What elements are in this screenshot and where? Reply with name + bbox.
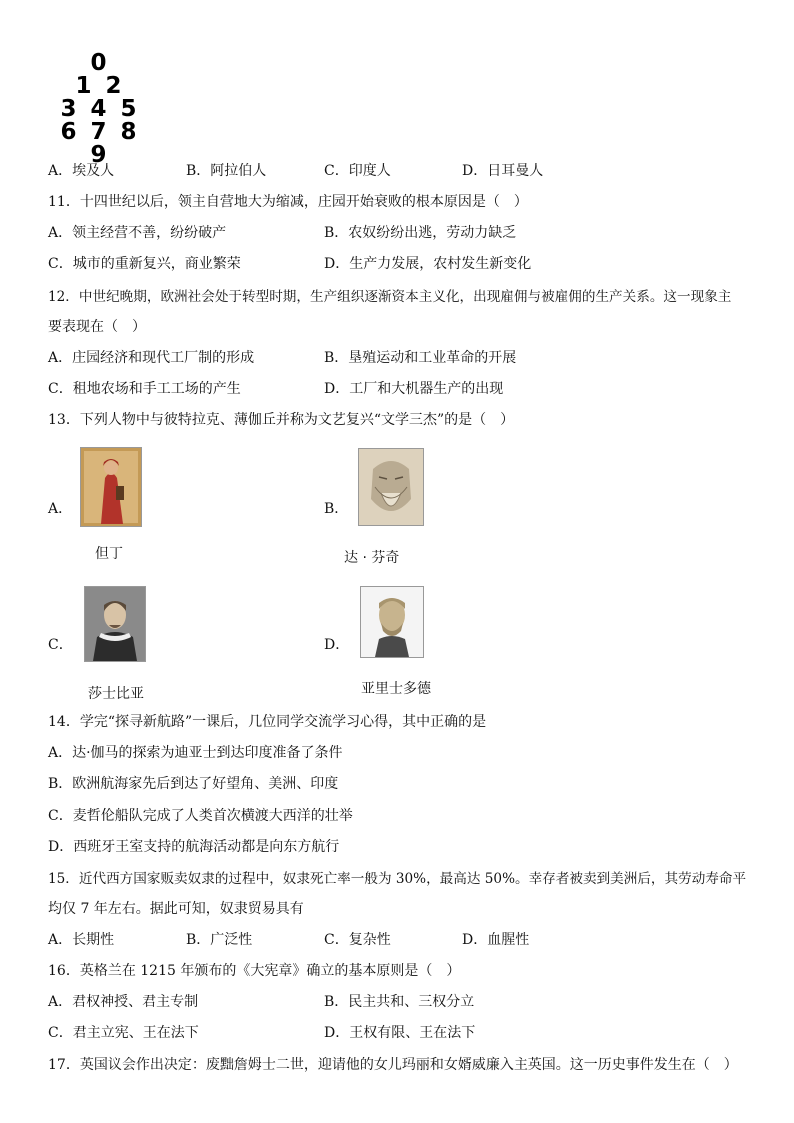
- q12-option-b: B．垦殖运动和工业革命的开展: [324, 350, 517, 366]
- q10-option-b: B．阿拉伯人: [186, 163, 267, 179]
- q10-option-c: C．印度人: [324, 163, 391, 179]
- q15-stem-line1: 15．近代西方国家贩卖奴隶的过程中，奴隶死亡率一般为 30%，最高达 50%。幸存者被卖到美洲后，其劳动寿命平: [48, 871, 747, 887]
- q11-option-d: D．生产力发展，农村发生新变化: [324, 256, 532, 272]
- q12-stem-line2: 要表现在（ ）: [48, 319, 146, 335]
- q16-option-c: C．君主立宪、王在法下: [48, 1025, 199, 1041]
- q13-option-a-letter: A．: [48, 501, 73, 517]
- q13-caption-a: 但丁: [95, 546, 123, 562]
- q12-option-d: D．工厂和大机器生产的出现: [324, 381, 504, 397]
- q14-stem: 14．学完“探寻新航路”一课后，几位同学交流学习心得，其中正确的是: [48, 714, 487, 730]
- q11-option-b: B．农奴纷纷出逃，劳动力缺乏: [324, 225, 517, 241]
- q10-option-d: D．日耳曼人: [462, 163, 544, 179]
- q16-stem: 16．英格兰在 1215 年颁布的《大宪章》确立的基本原则是（ ）: [48, 963, 461, 979]
- q13-caption-c: 莎士比亚: [88, 686, 144, 702]
- q12-option-a: A．庄园经济和现代工厂制的形成: [48, 350, 255, 366]
- q14-option-a: A．达·伽马的探索为迪亚士到达印度准备了条件: [48, 745, 343, 761]
- q14-option-d: D．西班牙王室支持的航海活动都是向东方航行: [48, 839, 340, 855]
- q13-option-d-letter: D．: [324, 637, 350, 653]
- q14-option-b: B．欧洲航海家先后到达了好望角、美洲、印度: [48, 776, 339, 792]
- q15-option-c: C．复杂性: [324, 932, 391, 948]
- q16-option-a: A．君权神授、君主专制: [48, 994, 199, 1010]
- da-vinci-portrait-image: [358, 448, 424, 526]
- q11-option-c: C．城市的重新复兴，商业繁荣: [48, 256, 241, 272]
- digit-row: 0: [90, 50, 110, 76]
- digit-row: 3 4 5: [60, 96, 140, 122]
- q12-option-c: C．租地农场和手工工场的产生: [48, 381, 241, 397]
- q15-stem-line2: 均仅 7 年左右。据此可知，奴隶贸易具有: [48, 901, 304, 917]
- q14-option-c: C．麦哲伦船队完成了人类首次横渡大西洋的壮举: [48, 808, 353, 824]
- shakespeare-portrait-image: [84, 586, 146, 662]
- aristotle-bust-image: [360, 586, 424, 658]
- q11-stem: 11．十四世纪以后，领主自营地大为缩减，庄园开始衰败的根本原因是（ ）: [48, 194, 528, 210]
- q13-caption-d: 亚里士多德: [361, 681, 431, 697]
- digit-pyramid-figure: [48, 52, 152, 167]
- q13-option-c-letter: C．: [48, 637, 73, 653]
- digit-row: 6 7 8 9: [60, 119, 140, 168]
- digit-row: 1 2: [75, 73, 125, 99]
- dante-portrait-image: [80, 447, 142, 527]
- q15-option-b: B．广泛性: [186, 932, 253, 948]
- q13-option-b-letter: B．: [324, 501, 349, 517]
- q15-option-a: A．长期性: [48, 932, 115, 948]
- q13-stem: 13．下列人物中与彼特拉克、薄伽丘并称为文艺复兴“文学三杰”的是（ ）: [48, 412, 515, 428]
- q11-option-a: A．领主经营不善，纷纷破产: [48, 225, 227, 241]
- q12-stem-line1: 12．中世纪晚期，欧洲社会处于转型时期，生产组织逐渐资本主义化，出现雇佣与被雇佣的生产关系。这一现象主: [48, 289, 732, 305]
- q10-option-a: A．埃及人: [48, 163, 115, 179]
- q15-option-d: D．血腥性: [462, 932, 530, 948]
- q13-caption-b: 达 · 芬奇: [344, 550, 400, 566]
- q16-option-b: B．民主共和、三权分立: [324, 994, 475, 1010]
- q17-stem: 17．英国议会作出决定：废黜詹姆士二世，迎请他的女儿玛丽和女婿威廉入主英国。这一历史事件发生在（ ）: [48, 1057, 738, 1073]
- q16-option-d: D．王权有限、王在法下: [324, 1025, 476, 1041]
